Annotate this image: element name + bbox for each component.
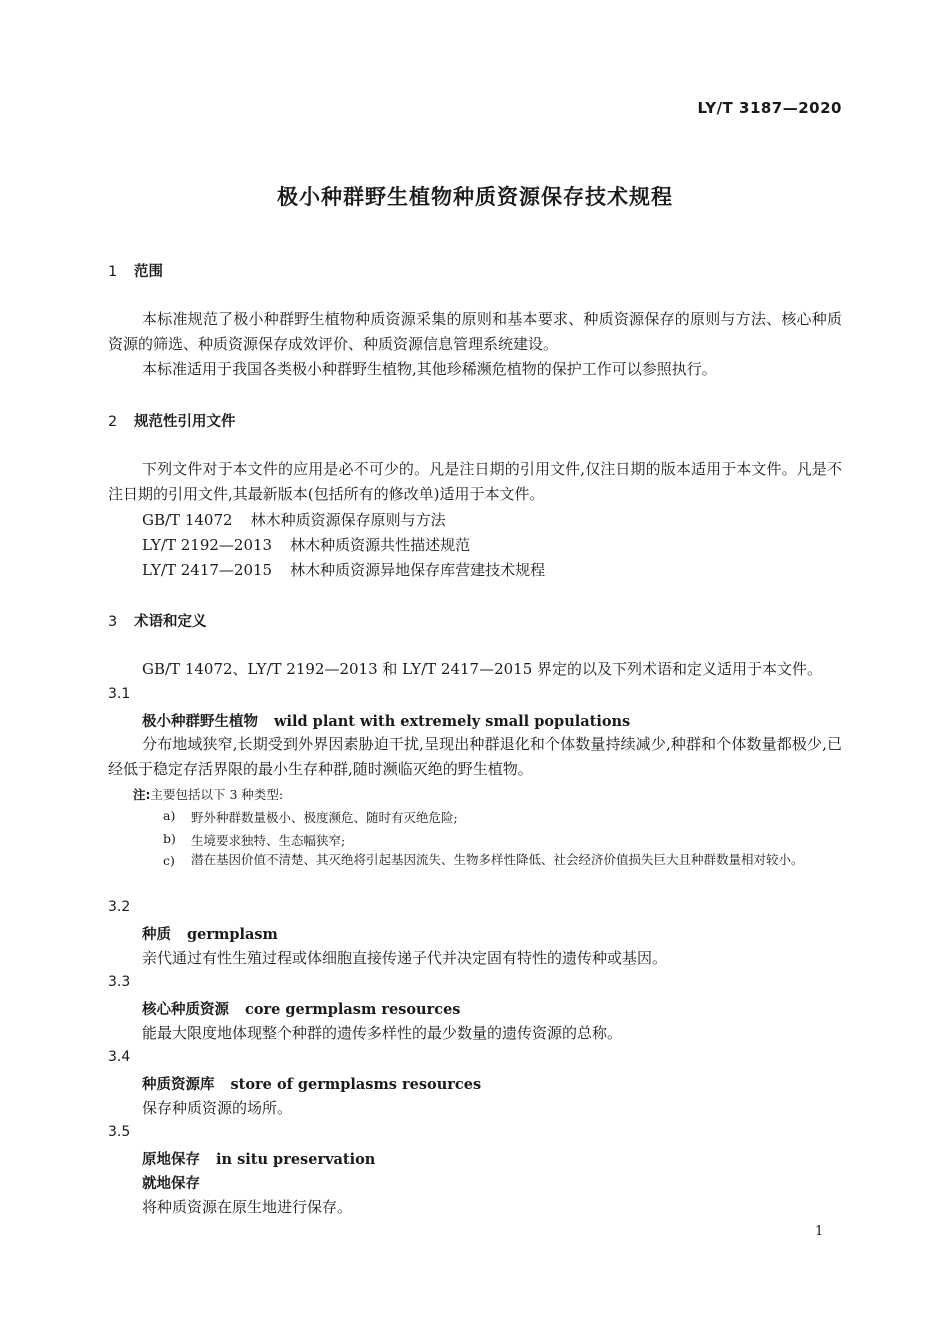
term-number: 3.5 xyxy=(108,1124,131,1140)
note-label: 注: xyxy=(133,787,151,802)
scope-paragraph-2: 本标准适用于我国各类极小种群野生植物,其他珍稀濒危植物的保护工作可以参照执行。 xyxy=(142,360,717,378)
reference-item xyxy=(142,534,470,555)
term-chinese: 原地保存 xyxy=(142,1152,200,1168)
term-english: germplasm xyxy=(187,926,278,943)
term-english: wild plant with extremely small populations xyxy=(274,713,631,730)
page-number: 1 xyxy=(815,1224,824,1239)
note-intro: 主要包括以下 3 种类型: xyxy=(150,787,284,802)
note-item-marker: c) xyxy=(163,853,175,868)
section-title: 规范性引用文件 xyxy=(134,414,236,430)
reference-item xyxy=(142,509,446,530)
scope-paragraph-1: 本标准规范了极小种群野生植物种质资源采集的原则和基本要求、种质资源保存的原则与方法、核心种质资源的筛选、种质资源保存成效评价、种质资源信息管理系统建设。 xyxy=(108,310,842,353)
document-title: 极小种群野生植物种质资源保存技术规程 xyxy=(277,185,673,209)
term-number: 3.3 xyxy=(108,974,131,990)
section-heading-terms xyxy=(108,610,207,631)
term-chinese: 种质 xyxy=(142,927,171,943)
section-number: 3 xyxy=(108,614,118,630)
term-heading xyxy=(142,998,460,1019)
note-item-text: 野外种群数量极小、极度濒危、随时有灭绝危险; xyxy=(191,810,458,825)
reference-code: LY/T 2192—2013 xyxy=(142,536,273,554)
reference-item xyxy=(142,559,545,580)
terms-intro: GB/T 14072、LY/T 2192—2013 和 LY/T 2417—2015 界定的以及下列术语和定义适用于本文件。 xyxy=(142,660,823,678)
references-intro: 下列文件对于本文件的应用是必不可少的。凡是注日期的引用文件,仅注日期的版本适用于本文件。凡是不注日期的引用文件,其最新版本(包括所有的修改单)适用于本文件。 xyxy=(108,460,842,503)
term-definition: 分布地域狭窄,长期受到外界因素胁迫干扰,呈现出种群退化和个体数量持续减少,种群和个体数量都极少,已经低于稳定存活界限的最小生存种群,随时濒临灭绝的野生植物。 xyxy=(108,735,842,778)
term-note xyxy=(133,785,283,803)
section-heading-normative-references xyxy=(108,410,236,431)
term-definition: 能最大限度地体现整个种群的遗传多样性的最少数量的遗传资源的总称。 xyxy=(142,1024,623,1042)
term-english: core germplasm resources xyxy=(245,1001,461,1018)
section-number: 1 xyxy=(108,264,118,280)
term-chinese: 核心种质资源 xyxy=(142,1002,229,1018)
term-chinese: 极小种群野生植物 xyxy=(142,714,258,730)
section-title: 术语和定义 xyxy=(134,614,207,630)
standard-code: LY/T 3187—2020 xyxy=(697,99,842,117)
section-title: 范围 xyxy=(134,264,163,280)
term-definition: 将种质资源在原生地进行保存。 xyxy=(142,1198,353,1216)
reference-code: LY/T 2417—2015 xyxy=(142,561,273,579)
reference-title: 林木种质资源异地保存库营建技术规程 xyxy=(290,561,546,579)
term-number: 3.1 xyxy=(108,686,131,702)
note-item-marker: a) xyxy=(163,808,176,823)
term-heading xyxy=(142,1073,481,1094)
section-number: 2 xyxy=(108,414,118,430)
term-english: in situ preservation xyxy=(216,1151,376,1168)
reference-title: 林木种质资源共性描述规范 xyxy=(290,536,471,554)
term-number: 3.4 xyxy=(108,1049,131,1065)
term-heading xyxy=(142,1148,375,1169)
reference-code: GB/T 14072 xyxy=(142,511,233,529)
note-item-text: 生境要求独特、生态幅狭窄; xyxy=(191,833,346,848)
term-definition: 亲代通过有性生殖过程或体细胞直接传递子代并决定固有特性的遗传种或基因。 xyxy=(142,949,668,967)
note-item-marker: b) xyxy=(163,831,176,846)
term-alternative: 就地保存 xyxy=(142,1176,200,1192)
note-item-text: 潜在基因价值不清楚、其灭绝将引起基因流失、生物多样性降低、社会经济价值损失巨大且种群数量相对较小。 xyxy=(191,852,804,867)
term-number: 3.2 xyxy=(108,899,131,915)
term-english: store of germplasms resources xyxy=(230,1076,482,1093)
reference-title: 林木种质资源保存原则与方法 xyxy=(250,511,446,529)
term-heading xyxy=(142,923,278,944)
term-definition: 保存种质资源的场所。 xyxy=(142,1099,293,1117)
section-heading-scope xyxy=(108,260,163,281)
term-chinese: 种质资源库 xyxy=(142,1077,215,1093)
term-heading xyxy=(142,710,630,731)
